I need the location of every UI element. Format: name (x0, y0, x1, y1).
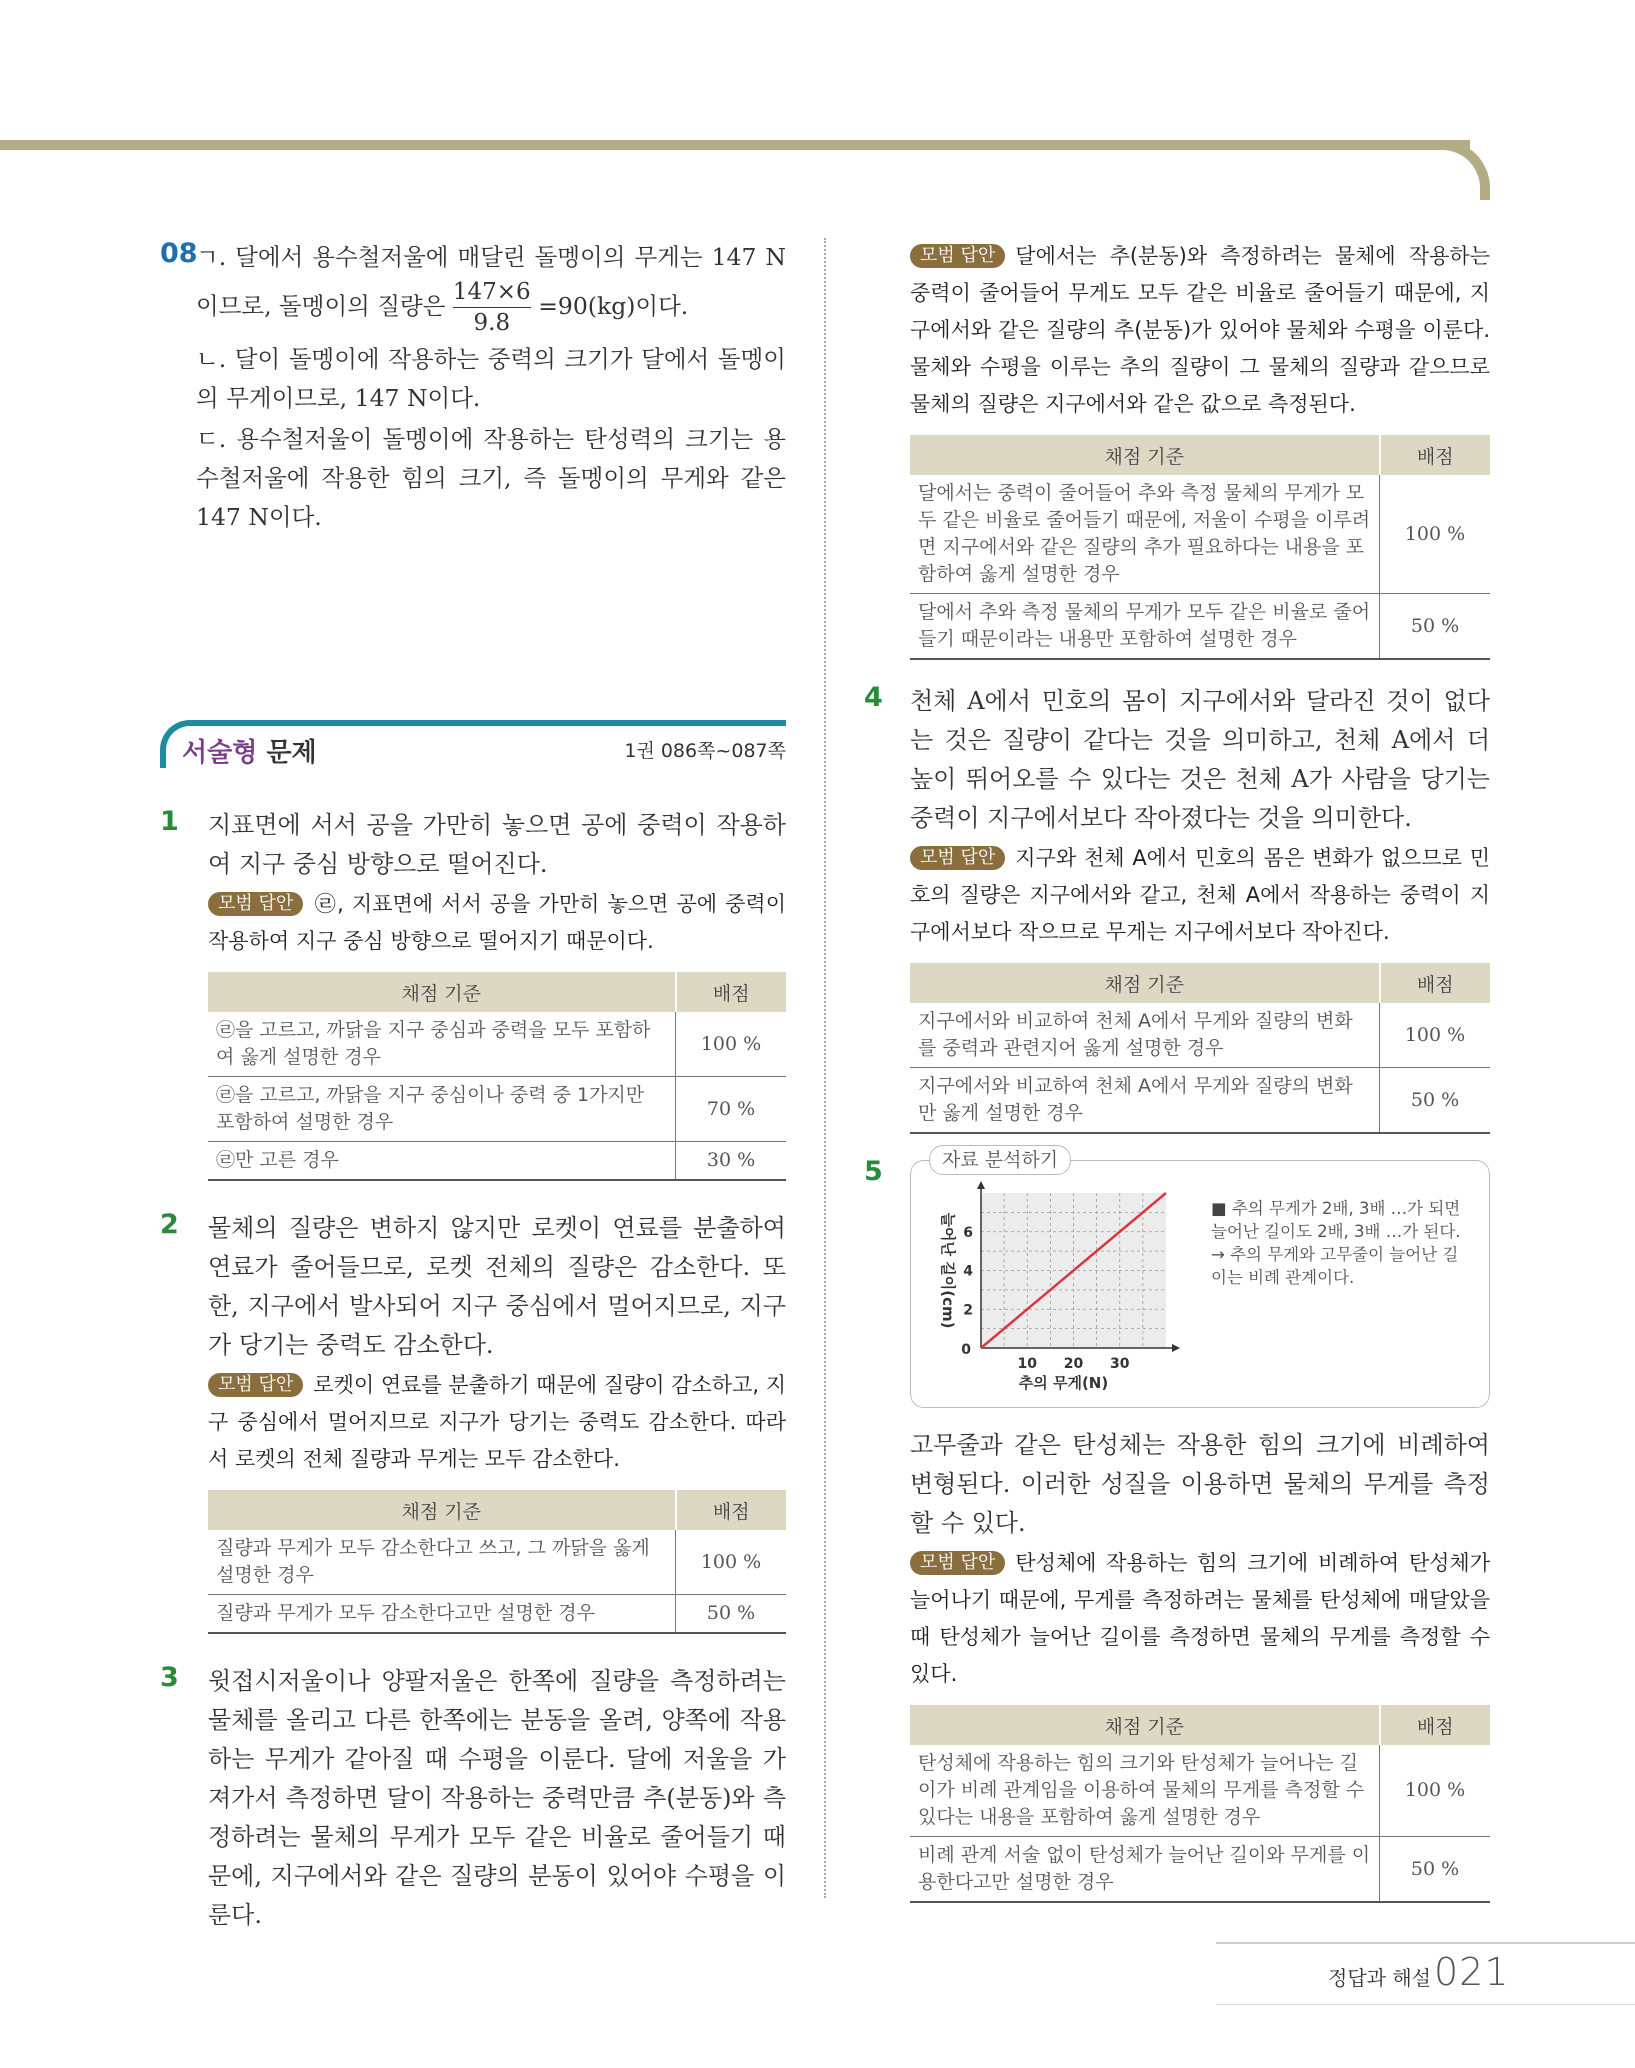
q2-criteria-table (208, 1490, 786, 1634)
criteria-cell: ㉣만 고른 경우 (208, 1142, 676, 1181)
question-1 (160, 806, 786, 1181)
chart-ylabel: 늘어난 길이(cm) (939, 1212, 957, 1329)
criteria-header: 채점 기준 (910, 1705, 1380, 1745)
table-row (910, 475, 1490, 594)
criteria-cell: ㉣을 고르고, 까닭을 지구 중심과 중력을 모두 포함하여 옳게 설명한 경우 (208, 1012, 676, 1077)
chart-y-tick-label: 4 (963, 1263, 973, 1280)
table-row (208, 1077, 786, 1142)
section-page-ref: 1권 086쪽~087쪽 (624, 740, 786, 762)
q5-answer (910, 1545, 1490, 1693)
q4-number: 4 (864, 682, 883, 713)
q2-answer (208, 1367, 786, 1478)
footer-rule (1216, 1942, 1635, 1944)
score-cell: 100 % (676, 1530, 787, 1595)
score-cell: 30 % (676, 1142, 787, 1181)
q08-fraction (453, 277, 531, 338)
analysis-note-text: 추의 무게가 2배, 3배 …가 되면 늘어난 길이도 2배, 3배 …가 된다. → 추의 무게와 고무줄이 늘어난 길이는 비례 관계이다. (1211, 1199, 1461, 1287)
question-3 (160, 1662, 786, 1935)
q08-fraction-den: 9.8 (473, 310, 511, 336)
q08-number: 08 (160, 238, 198, 269)
model-answer-badge: 모범 답안 (910, 244, 1005, 268)
model-answer-badge: 모범 답안 (910, 846, 1005, 870)
q1-answer-text: ㉣, 지표면에 서서 공을 가만히 놓으면 공에 중력이 작용하여 지구 중심 방향으로 떨어지기 때문이다. (208, 892, 786, 953)
score-cell: 100 % (1380, 475, 1491, 594)
score-header: 배점 (676, 1490, 787, 1530)
table-row (208, 1012, 786, 1077)
q08-item-a (196, 238, 786, 338)
section-title (182, 732, 317, 769)
score-cell: 100 % (1380, 1745, 1491, 1837)
score-cell: 100 % (676, 1012, 787, 1077)
criteria-cell: 달에서 추와 측정 물체의 무게가 모두 같은 비율로 줄어들기 때문이라는 내용만 포함하여 설명한 경우 (910, 594, 1380, 660)
table-row (910, 594, 1490, 660)
score-header: 배점 (1380, 1705, 1491, 1745)
chart-y-arrow (977, 1181, 985, 1189)
score-cell: 50 % (1380, 1837, 1491, 1903)
table-row (208, 1142, 786, 1181)
criteria-cell: 비례 관계 서술 없이 탄성체가 늘어난 길이와 무게를 이용한다고만 설명한 경우 (910, 1837, 1380, 1903)
criteria-cell: 질량과 무게가 모두 감소한다고 쓰고, 그 까닭을 옳게 설명한 경우 (208, 1530, 676, 1595)
q5-text: 고무줄과 같은 탄성체는 작용한 힘의 크기에 비례하여 변형된다. 이러한 성질을 이용하면 물체의 무게를 측정할 수 있다. (910, 1431, 1490, 1537)
q08-fraction-num: 147×6 (453, 277, 531, 308)
chart-x-arrow (1172, 1344, 1180, 1352)
q08-block (160, 238, 786, 537)
q5-number: 5 (864, 1156, 883, 1187)
chart-xlabel: 추의 무게(N) (1018, 1374, 1109, 1392)
score-cell: 100 % (1380, 1003, 1491, 1068)
q4-answer-text: 지구와 천체 A에서 민호의 몸은 변화가 없으므로 민호의 질량은 지구에서와 같고, 천체 A에서 작용하는 중력이 지구에서보다 작으므로 무게는 지구에서보다 작아진다. (910, 846, 1490, 944)
question-2 (160, 1209, 787, 1634)
q3-criteria-table (910, 435, 1490, 660)
q2-number: 2 (160, 1209, 179, 1240)
q4-answer (910, 840, 1490, 951)
section-title-accent: 서술형 (182, 738, 258, 768)
criteria-header: 채점 기준 (208, 972, 676, 1012)
q4-text: 천체 A에서 민호의 몸이 지구에서와 달라진 것이 없다는 것은 질량이 같다는 것을 의미하고, 천체 A에서 더 높이 뛰어오를 수 있다는 것은 천체 A가 사람을 당기는 중력이 지구에서보다 작아졌다는 것을 의미한다. (910, 687, 1490, 832)
score-header: 배점 (1380, 963, 1491, 1003)
criteria-cell: ㉣을 고르고, 까닭을 지구 중심이나 중력 중 1가지만 포함하여 설명한 경우 (208, 1077, 676, 1142)
criteria-cell: 질량과 무게가 모두 감소한다고만 설명한 경우 (208, 1595, 676, 1634)
q08-item-b: ㄴ. 달이 돌멩이에 작용하는 중력의 크기가 달에서 돌멩이의 무게이므로, 147 N이다. (196, 345, 786, 412)
score-cell: 50 % (676, 1595, 787, 1634)
table-row (208, 1595, 786, 1634)
score-cell: 70 % (676, 1077, 787, 1142)
model-answer-badge: 모범 답안 (208, 1373, 303, 1397)
analysis-note (1211, 1197, 1471, 1289)
score-header: 배점 (676, 972, 787, 1012)
model-answer-badge: 모범 답안 (208, 892, 303, 916)
q08-item-c: ㄷ. 용수철저울이 돌멩이에 작용하는 탄성력의 크기는 용수철저울에 작용한 힘의 크기, 즉 돌멩이의 무게와 같은 147 N이다. (196, 425, 786, 531)
page-number: 021 (1434, 1950, 1510, 1994)
q4-criteria-table (910, 963, 1490, 1134)
score-header: 배점 (1380, 435, 1491, 475)
footer-label: 정답과 해설 (1328, 1966, 1431, 1990)
model-answer-badge: 모범 답안 (910, 1551, 1005, 1575)
section-header (160, 720, 786, 776)
criteria-cell: 달에서는 중력이 줄어들어 추와 측정 물체의 무게가 모두 같은 비율로 줄어들기 때문에, 저울이 수평을 이루려면 지구에서와 같은 질량의 추가 필요하다는 내용을 포함하여 옳게 설명한 경우 (910, 475, 1380, 594)
question-4 (864, 682, 1490, 1134)
right-column (864, 238, 1490, 1903)
table-row (910, 1068, 1490, 1134)
section-title-rest: 문제 (257, 738, 317, 768)
chart-x-tick-label: 30 (1110, 1356, 1130, 1372)
header-rule (0, 140, 1470, 150)
criteria-cell: 지구에서와 비교하여 천체 A에서 무게와 질량의 변화만 옳게 설명한 경우 (910, 1068, 1380, 1134)
chart-origin-label: 0 (961, 1342, 971, 1358)
q3-number: 3 (160, 1662, 179, 1693)
criteria-cell: 지구에서와 비교하여 천체 A에서 무게와 질량의 변화를 중력과 관련지어 옳게 설명한 경우 (910, 1003, 1380, 1068)
q1-answer (208, 886, 786, 960)
q2-answer-text: 로켓이 연료를 분출하기 때문에 질량이 감소하고, 지구 중심에서 멀어지므로 지구가 당기는 중력도 감소한다. 따라서 로켓의 전체 질량과 무게는 모두 감소한다. (208, 1373, 787, 1471)
criteria-header: 채점 기준 (910, 963, 1380, 1003)
score-cell: 50 % (1380, 594, 1491, 660)
left-questions (160, 806, 787, 1935)
criteria-header: 채점 기준 (910, 435, 1380, 475)
header-rule-corner (1440, 140, 1490, 200)
q2-text: 물체의 질량은 변하지 않지만 로켓이 연료를 분출하여 연료가 줄어들므로, 로켓 전체의 질량은 감소한다. 또한, 지구에서 발사되어 지구 중심에서 멀어지므로, 지구가 당기는 중력도 감소한다. (208, 1214, 786, 1359)
footer-rule-bottom (1216, 2004, 1635, 2005)
q1-criteria-table (208, 972, 786, 1181)
chart-x-tick-label: 20 (1063, 1356, 1084, 1372)
q08-item-a-text: ㄱ. 달에서 용수철저울에 매달린 돌멩이의 무게는 147 N 이므로, 돌멩이의 질량은 (196, 243, 786, 320)
table-row (910, 1003, 1490, 1068)
q1-text: 지표면에 서서 공을 가만히 놓으면 공에 중력이 작용하여 지구 중심 방향으로 떨어진다. (208, 811, 786, 878)
criteria-cell: 탄성체에 작용하는 힘의 크기와 탄성체가 늘어나는 길이가 비례 관계임을 이용하여 물체의 무게를 측정할 수 있다는 내용을 포함하여 옳게 설명한 경우 (910, 1745, 1380, 1837)
table-row (208, 1530, 786, 1595)
q3-text: 윗접시저울이나 양팔저울은 한쪽에 질량을 측정하려는 물체를 올리고 다른 한쪽에는 분동을 올려, 양쪽에 작용하는 무게가 같아질 때 수평을 이룬다. 달에 저울을 가져가서 측정하면 달이 작용하는 중력만큼 추(분동)와 측정하려는 물체의 무게가 모두 같은 비율로 줄어들기 때문에, 지구에서와 같은 질량의 분동이 있어야 수평을 이룬다. (208, 1667, 786, 1929)
spring-chart (921, 1181, 1211, 1401)
q3-answer (910, 238, 1490, 423)
q5-criteria-table (910, 1705, 1490, 1903)
q08-item-a-result: =90(kg)이다. (538, 292, 689, 320)
column-divider (824, 238, 826, 1898)
q3-answer-text: 달에서는 추(분동)와 측정하려는 물체에 작용하는 중력이 줄어들어 무게도 모두 같은 비율로 줄어들기 때문에, 지구에서와 같은 질량의 추(분동)가 있어야 물체와 수평을 이룬다. 물체와 수평을 이루는 추의 질량이 그 물체의 질량과 같으므로 물체의 질량은 지구에서와 같은 값으로 측정된다. (910, 244, 1490, 416)
q5-answer-text: 탄성체에 작용하는 힘의 크기에 비례하여 탄성체가 늘어나기 때문에, 무게를 측정하려는 물체를 탄성체에 매달았을 때 탄성체가 늘어난 길이를 측정하면 물체의 무게를 측정할 수 있다. (910, 1551, 1490, 1686)
q1-number: 1 (160, 806, 179, 837)
chart-y-tick-label: 6 (963, 1224, 973, 1241)
chart-y-tick-label: 2 (963, 1302, 973, 1319)
score-cell: 50 % (1380, 1068, 1491, 1134)
question-5 (864, 1149, 1490, 1903)
note-bullet-icon: ■ (1211, 1199, 1227, 1218)
table-row (910, 1745, 1490, 1837)
chart-x-tick-label: 10 (1017, 1356, 1037, 1372)
criteria-header: 채점 기준 (208, 1490, 676, 1530)
analysis-label: 자료 분석하기 (929, 1145, 1071, 1175)
analysis-box (910, 1149, 1490, 1408)
table-row (910, 1837, 1490, 1903)
